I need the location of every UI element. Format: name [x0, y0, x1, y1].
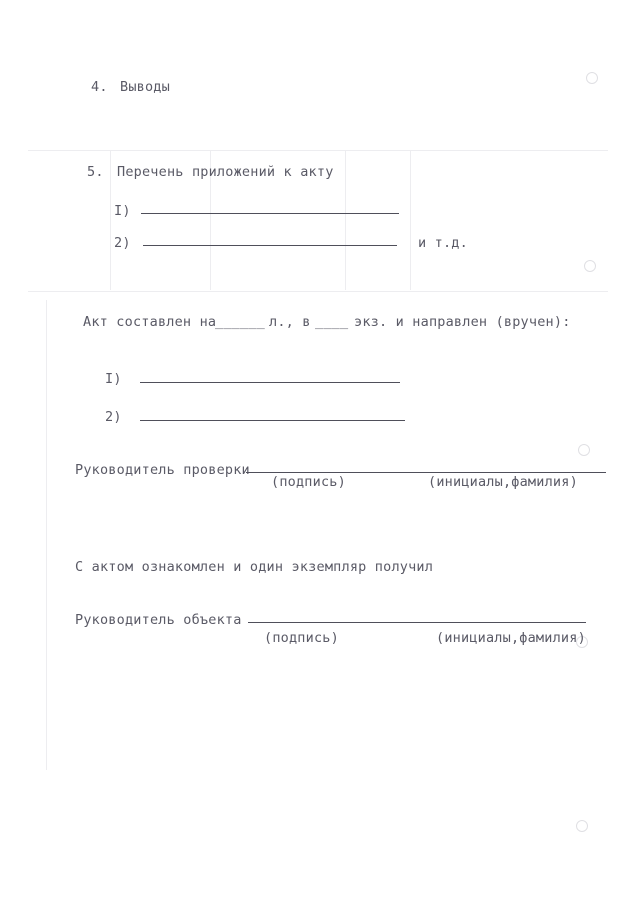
- show-through-col-d: [410, 150, 411, 290]
- section-5-number: 5.: [87, 164, 104, 180]
- object-head-name-caption: (инициалы,фамилия): [436, 630, 586, 646]
- act-sheets-abbr: л., в: [269, 314, 311, 330]
- punch-hole-mark: [586, 72, 598, 84]
- section-5-title: Перечень приложений к акту: [117, 164, 334, 180]
- show-through-col-c: [345, 150, 346, 290]
- punch-hole-mark: [578, 444, 590, 456]
- attachment-item-1-number: I): [114, 203, 131, 219]
- inspection-head-signature-caption: (подпись): [271, 474, 346, 490]
- act-prefix: Акт составлен на: [83, 314, 217, 330]
- recipient-item-2-number: 2): [105, 409, 122, 425]
- attachment-item-2-number: 2): [114, 235, 131, 251]
- punch-hole-mark: [576, 820, 588, 832]
- show-through-col-a: [110, 150, 111, 290]
- attachment-item-2-blank[interactable]: [143, 245, 397, 246]
- attachment-item-1-blank[interactable]: [141, 213, 399, 214]
- recipient-item-1-number: I): [105, 371, 122, 387]
- act-copies-blank[interactable]: ____: [315, 314, 349, 330]
- act-sheets-blank[interactable]: ______: [215, 314, 265, 330]
- punch-hole-mark: [584, 260, 596, 272]
- acknowledgement-text: С актом ознакомлен и один экземпляр получил: [75, 559, 434, 575]
- section-4-title: Выводы: [120, 79, 170, 95]
- object-head-signature-line[interactable]: [248, 622, 586, 623]
- inspection-head-signature-line[interactable]: [246, 472, 606, 473]
- recipient-item-2-blank[interactable]: [140, 420, 405, 421]
- inspection-head-label: Руководитель проверки: [75, 462, 250, 478]
- show-through-margin: [46, 300, 47, 770]
- section-4-number: 4.: [91, 79, 108, 95]
- object-head-label: Руководитель объекта: [75, 612, 242, 628]
- attachments-etc: и т.д.: [418, 235, 468, 251]
- inspection-head-name-caption: (инициалы,фамилия): [428, 474, 578, 490]
- act-suffix: экз. и направлен (вручен):: [354, 314, 571, 330]
- recipient-item-1-blank[interactable]: [140, 382, 400, 383]
- object-head-signature-caption: (подпись): [264, 630, 339, 646]
